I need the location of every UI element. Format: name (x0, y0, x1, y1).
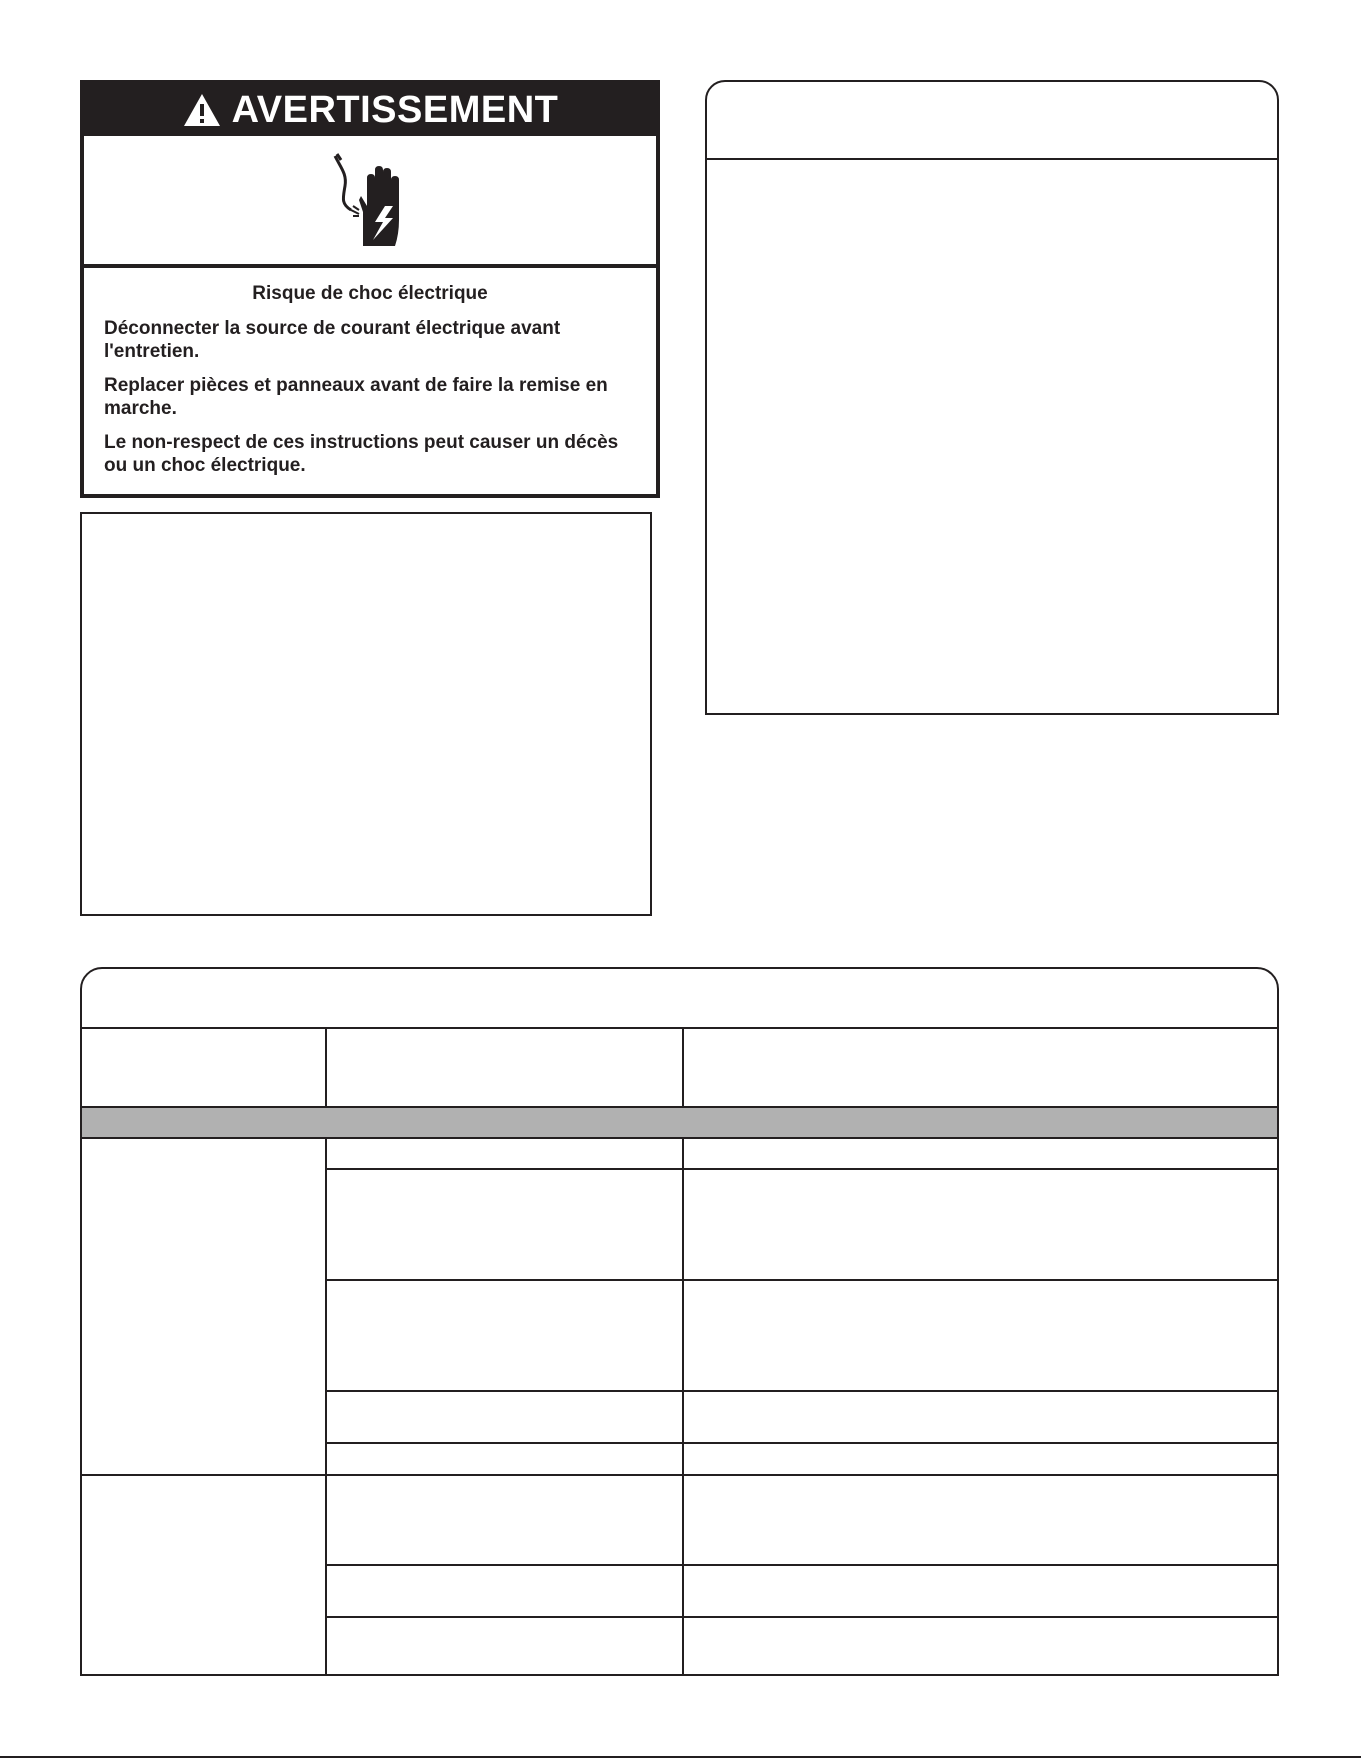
column-divider (682, 1139, 684, 1676)
row-divider (327, 1390, 1279, 1392)
hazard-heading: Risque de choc électrique (252, 283, 488, 304)
row-divider (327, 1564, 1279, 1566)
warning-line-2: Replacer pièces et panneaux avant de faire la remise en marche. (104, 375, 608, 419)
content-box-right (705, 80, 1279, 715)
column-divider (325, 1029, 327, 1106)
row-divider (327, 1616, 1279, 1618)
content-box-left (80, 512, 652, 916)
column-header-solution (684, 1029, 1279, 1106)
warning-title: AVERTISSEMENT (231, 88, 559, 131)
electric-shock-hand-icon (315, 150, 425, 250)
section-band (82, 1106, 1277, 1139)
pictogram-area (84, 136, 656, 268)
footer-rule (0, 1756, 1361, 1758)
row-divider (327, 1442, 1279, 1444)
column-header-problem (82, 1029, 325, 1106)
troubleshooting-table (80, 967, 1279, 1676)
column-divider (325, 1139, 327, 1676)
warning-body (84, 268, 656, 477)
group-divider (82, 1474, 1279, 1476)
column-divider (682, 1029, 684, 1106)
row-divider (327, 1168, 1279, 1170)
warning-triangle-icon (182, 92, 222, 128)
warning-box (80, 80, 660, 498)
row-divider (327, 1279, 1279, 1281)
content-box-right-header (707, 82, 1277, 160)
table-title-bar (82, 969, 1277, 1029)
warning-line-3: Le non-respect de ces instructions peut causer un décès ou un choc électrique. (104, 432, 619, 476)
warning-header (84, 84, 656, 136)
column-header-cause (327, 1029, 682, 1106)
warning-line-1: Déconnecter la source de courant électrique avant l'entretien. (104, 318, 561, 362)
